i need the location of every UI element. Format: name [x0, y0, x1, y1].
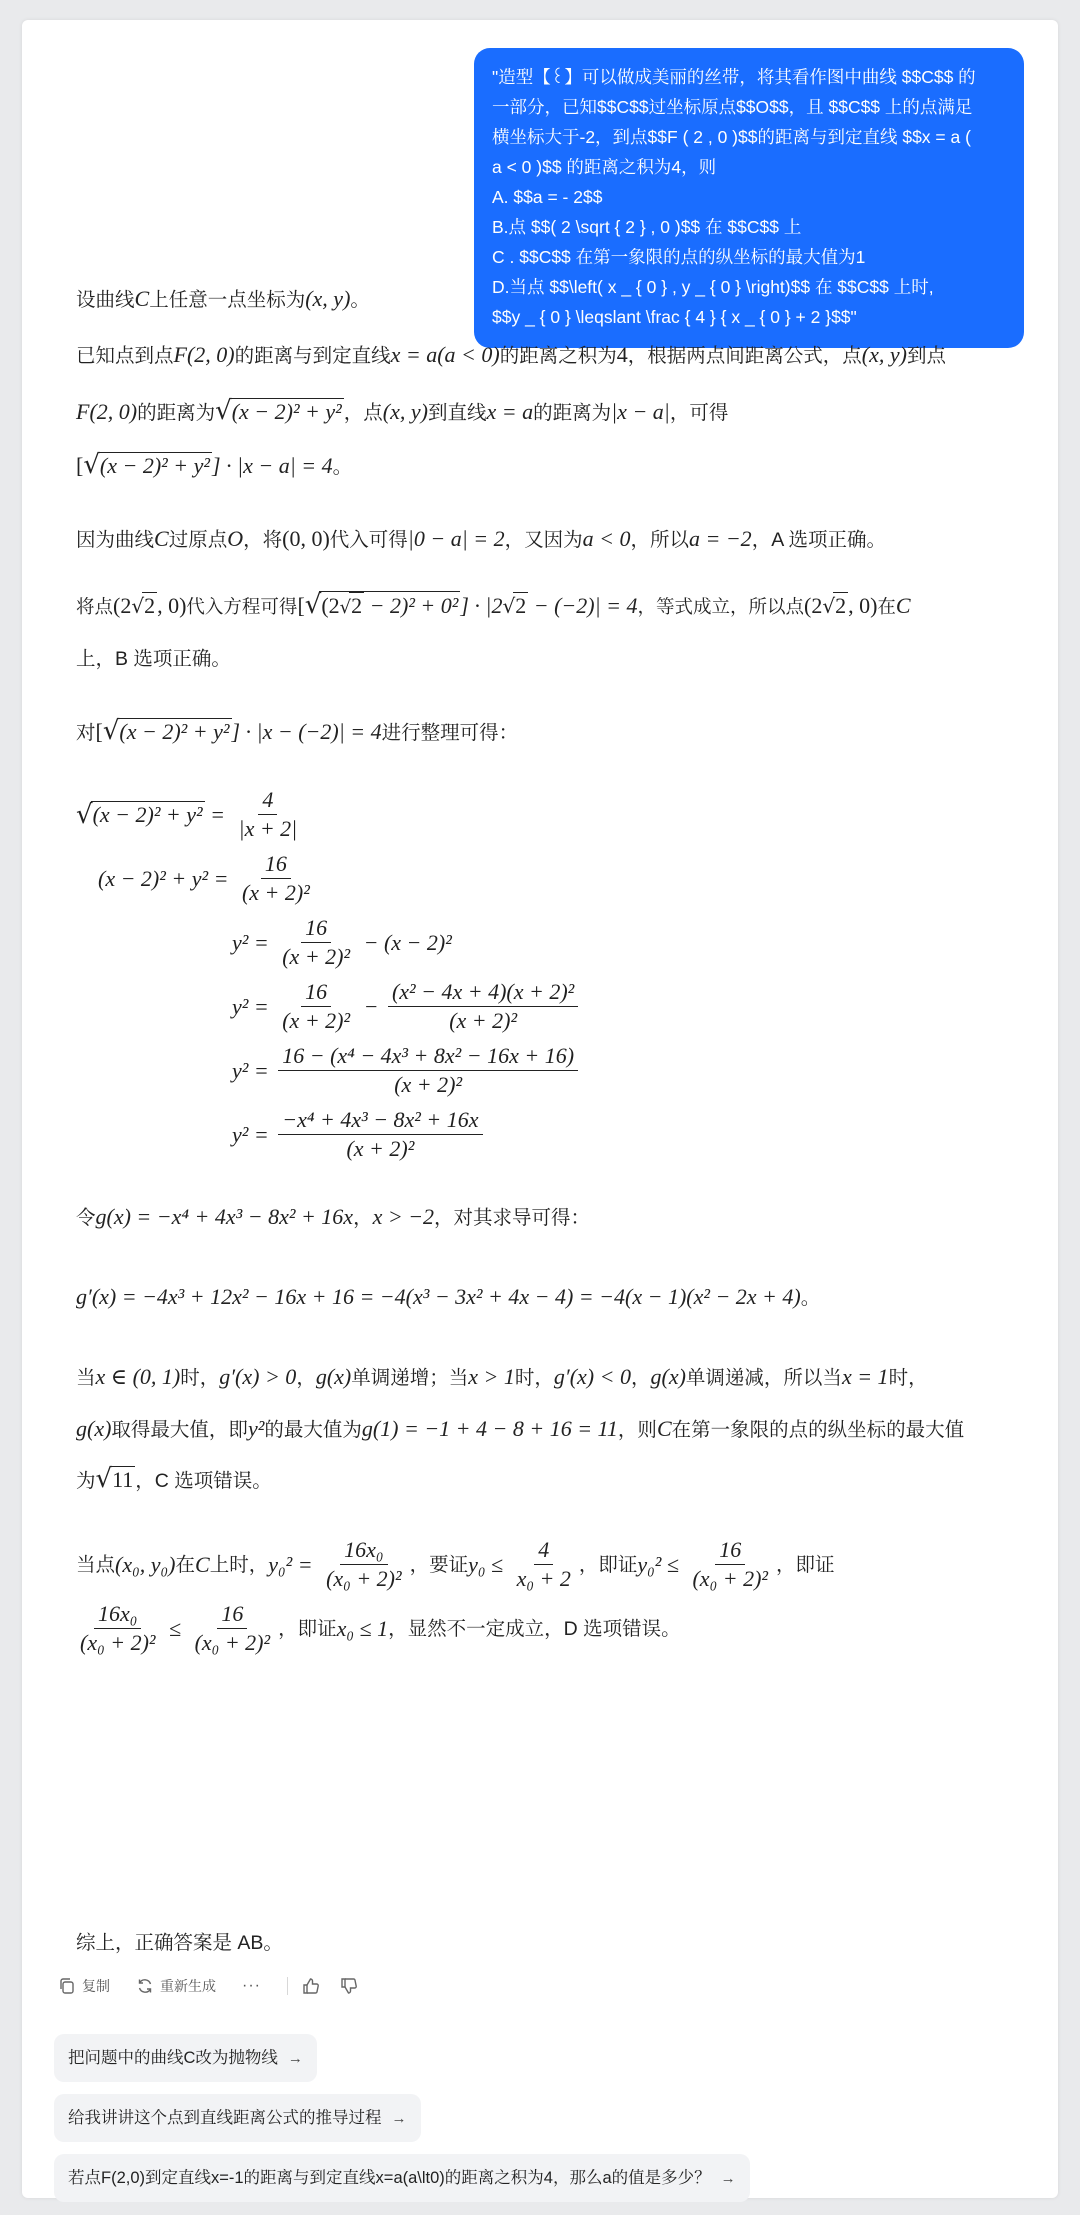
- numerator: 16x₀: [340, 1536, 387, 1565]
- math: [: [297, 593, 305, 618]
- text: 将点: [76, 596, 114, 617]
- denominator: (x + 2)²: [241, 880, 310, 905]
- numerator: 16: [217, 1600, 247, 1629]
- answer-paragraph: [76, 714, 1036, 750]
- math: y²: [232, 1121, 249, 1147]
- math: =: [248, 929, 275, 955]
- math: =: [208, 865, 234, 891]
- text: ，: [296, 1367, 316, 1389]
- text: 代入可得: [329, 529, 408, 551]
- math: x ∈ (0, 1): [95, 1364, 181, 1389]
- sqrt-sign: √: [502, 594, 516, 618]
- text: ，则: [617, 1419, 657, 1441]
- text: 为: [76, 1470, 96, 1492]
- math: F(2, 0): [76, 399, 138, 424]
- math: 4: [616, 342, 628, 367]
- text: 对: [76, 722, 96, 744]
- math: =: [248, 993, 275, 1019]
- refresh-icon: [136, 1977, 154, 1995]
- math: 2: [144, 593, 156, 618]
- divider: [287, 1977, 288, 1995]
- math: F(2, 0): [173, 342, 235, 367]
- answer-paragraph: [76, 338, 1036, 373]
- math: g(x): [76, 1416, 112, 1441]
- math: =: [204, 801, 231, 827]
- math: 2: [351, 593, 363, 618]
- equation-row: [232, 978, 582, 1035]
- copy-button[interactable]: [58, 1976, 110, 1996]
- math: C: [895, 593, 911, 618]
- fraction: [278, 1042, 578, 1099]
- numerator: 4: [258, 786, 277, 815]
- math: y₀² =: [268, 1551, 319, 1577]
- math: (x, y): [305, 286, 351, 311]
- text: ，对其求导可得：: [434, 1207, 591, 1229]
- math: =: [248, 1121, 275, 1147]
- math: ≤: [163, 1615, 187, 1641]
- sqrt-sign: √: [102, 716, 120, 746]
- answer-paragraph: [76, 1200, 1036, 1235]
- text: ，点: [343, 402, 383, 424]
- answer-paragraph: [76, 448, 1036, 484]
- suggestion-chip[interactable]: [54, 2154, 750, 2202]
- fraction: [278, 914, 354, 971]
- answer-paragraph: [76, 522, 1036, 557]
- text: ，根据两点间距离公式，点: [627, 345, 862, 367]
- math: (x − 2)² + y²: [99, 453, 210, 478]
- denominator: x₀ + 2: [516, 1566, 571, 1591]
- math: |0 − a| = 2: [407, 526, 505, 551]
- math: g(x): [650, 1364, 686, 1389]
- math: (x, y): [382, 399, 428, 424]
- fraction: [238, 850, 314, 907]
- text: 上任意一点坐标为: [149, 289, 306, 311]
- math: x = a: [486, 399, 534, 424]
- sqrt-sign: √: [215, 396, 232, 426]
- text: 过原点: [168, 529, 228, 551]
- text: ，即证: [578, 1553, 638, 1576]
- math: y²: [232, 1057, 249, 1083]
- math: x > 1: [468, 1364, 515, 1389]
- sqrt-sign: √: [76, 799, 93, 830]
- text: 进行整理可得：: [381, 722, 519, 744]
- user-message-line: 横坐标大于-2，到点$$F ( 2 , 0 )$$的距离与到定直线 $$x = a (: [492, 127, 971, 147]
- denominator: (x + 2)²: [282, 1008, 351, 1033]
- arrow-right-icon: →: [287, 2050, 303, 2067]
- answer-paragraph: [76, 588, 1036, 624]
- numerator: −x⁴ + 4x³ − 8x² + 16x: [278, 1106, 482, 1135]
- suggestion-label: 给我讲讲这个点到直线距离公式的推导过程: [68, 2109, 382, 2127]
- math: y₀ ≤: [468, 1551, 509, 1577]
- math: (x − 2)² + y²: [119, 719, 230, 744]
- math: 2: [515, 593, 527, 618]
- answer-paragraph: [76, 282, 1036, 317]
- user-message-line: 一部分，已知$$C$$过坐标原点$$O$$，且 $$C$$ 上的点满足: [492, 97, 973, 117]
- denominator: (x₀ + 2)²: [326, 1566, 402, 1591]
- regenerate-label: 重新生成: [160, 1978, 216, 1994]
- math: (x − 2)² + y²: [231, 399, 342, 424]
- text: 在: [175, 1553, 196, 1576]
- copy-icon: [58, 1977, 76, 1995]
- text: ，显然不一定成立，D 选项错误。: [388, 1617, 681, 1640]
- text: 。: [332, 456, 353, 478]
- text: 的距离之积为: [499, 345, 617, 367]
- regenerate-button[interactable]: [136, 1976, 216, 1996]
- text: 设曲线: [76, 289, 135, 311]
- denominator: (x₀ + 2)²: [692, 1566, 768, 1591]
- fraction: [513, 1536, 575, 1593]
- numerator: 4: [534, 1536, 553, 1565]
- more-button[interactable]: [242, 1977, 261, 1995]
- fraction: [278, 978, 354, 1035]
- text: 当点: [76, 1553, 116, 1576]
- math: − (−2)| = 4: [528, 593, 638, 618]
- text: 在第一象限的点的纵坐标的最大值: [671, 1419, 965, 1441]
- answer-paragraph: [76, 1280, 1036, 1315]
- math: x > −2: [372, 1204, 435, 1229]
- chat-panel: [22, 20, 1058, 2198]
- math: g′(x) = −4x³ + 12x² − 16x + 16 = −4(x³ − 3x² + 4x − 4) = −4(x − 1)(x² − 2x + 4): [76, 1284, 801, 1309]
- math: (x − 2)² + y²: [92, 802, 203, 827]
- text: 时，: [180, 1367, 220, 1389]
- math: |x − a|: [611, 399, 670, 424]
- math: =: [248, 1057, 275, 1083]
- sqrt-sign: √: [339, 597, 352, 618]
- fraction: [235, 786, 302, 843]
- answer-paragraph: [76, 1536, 1036, 1593]
- arrow-right-icon: →: [391, 2110, 407, 2127]
- numerator: 16: [715, 1536, 745, 1565]
- text: 到直线: [427, 402, 487, 424]
- denominator: (x + 2)²: [282, 944, 351, 969]
- user-message-line: D.当点 $$\left( x _ { 0 } , y _ { 0 } \right)$$ 在 $$C$$ 上时,: [492, 277, 934, 297]
- sqrt-sign: √: [83, 450, 100, 480]
- text: 单调递减，所以当: [685, 1367, 842, 1389]
- text: 。: [800, 1287, 821, 1309]
- user-message-line: a < 0 )$$ 的距离之积为4，则: [492, 157, 717, 177]
- numerator: (x² − 4x + 4)(x + 2)²: [388, 978, 578, 1007]
- thumbs-down-icon: [340, 1977, 358, 1995]
- sqrt-sign: √: [822, 594, 836, 618]
- math: (x₀, y₀): [115, 1551, 176, 1577]
- denominator: |x + 2|: [238, 816, 298, 841]
- text: 代入方程可得: [186, 596, 298, 617]
- math: a = −2: [688, 526, 752, 551]
- text: ，所以: [630, 529, 689, 551]
- math: a < 0: [582, 526, 631, 551]
- more-icon: ···: [242, 1977, 261, 1994]
- text: 到点: [906, 345, 946, 367]
- math: y²: [247, 1416, 265, 1441]
- answer-paragraph: [76, 1462, 1036, 1498]
- math: C: [134, 286, 150, 311]
- math: y₀² ≤: [637, 1551, 685, 1577]
- thumbs-down-button[interactable]: [340, 1977, 358, 1995]
- math: g′(x) > 0: [219, 1364, 297, 1389]
- answer-paragraph: [76, 394, 1036, 430]
- text: ，: [353, 1207, 373, 1229]
- math: , 0): [157, 593, 187, 618]
- text: 综上，正确答案是 AB。: [76, 1932, 283, 1954]
- equation-row: [76, 786, 305, 843]
- answer-actions: [58, 1976, 384, 1996]
- answer-paragraph: [76, 642, 1036, 676]
- text: 的距离为: [137, 402, 216, 424]
- numerator: 16: [261, 850, 291, 879]
- math: C: [195, 1551, 210, 1577]
- sqrt-sign: √: [304, 590, 322, 620]
- fraction: [322, 1536, 406, 1593]
- text: 当: [76, 1367, 96, 1389]
- user-message-line: A. $$a = - 2$$: [492, 187, 603, 207]
- fraction: [76, 1600, 160, 1657]
- numerator: 16: [301, 914, 331, 943]
- answer-paragraph: [76, 1600, 1036, 1657]
- thumbs-up-button[interactable]: [302, 1977, 320, 1995]
- math: (0, 0): [282, 526, 330, 551]
- text: 时，: [888, 1367, 928, 1389]
- math: − 2)² + 0²: [364, 593, 459, 618]
- user-message-line: "造型【꒰】可以做成美丽的丝带，将其看作图中曲线 $$C$$ 的: [492, 67, 976, 87]
- copy-label: 复制: [82, 1978, 110, 1994]
- text: 在: [877, 596, 896, 617]
- text: ，又因为: [504, 529, 583, 551]
- user-message-line: B.点 $$( 2 \sqrt { 2 } , 0 )$$ 在 $$C$$ 上: [492, 217, 802, 237]
- math: C: [154, 526, 169, 551]
- math: y²: [232, 929, 249, 955]
- math: y²: [232, 993, 249, 1019]
- arrow-right-icon: →: [720, 2170, 736, 2187]
- text: ，要证: [409, 1553, 469, 1576]
- answer-paragraph: [76, 1926, 1036, 1960]
- math: , 0): [848, 593, 878, 618]
- answer-paragraph: [76, 1412, 1036, 1447]
- fraction: [191, 1600, 275, 1657]
- text: ，等式成立，所以点: [637, 596, 804, 617]
- math: g′(x) < 0: [553, 1364, 631, 1389]
- math: [: [95, 719, 103, 744]
- suggestion-chip[interactable]: [54, 2094, 421, 2142]
- numerator: 16: [301, 978, 331, 1007]
- math: [: [76, 453, 84, 478]
- math: (2: [113, 593, 132, 618]
- equation-row: [98, 850, 318, 907]
- math: x₀ ≤ 1: [336, 1615, 389, 1641]
- fraction: [388, 978, 578, 1035]
- math: −: [358, 993, 384, 1019]
- math: x = 1: [841, 1364, 889, 1389]
- math: 11: [112, 1467, 134, 1492]
- equation-row: [232, 914, 452, 971]
- text: ，A 选项正确。: [751, 529, 887, 551]
- math: (x − 2)² + y²: [98, 865, 209, 891]
- equation-row: [232, 1042, 582, 1099]
- math: (2: [321, 593, 340, 618]
- math: ] · |x − (−2)| = 4: [231, 719, 382, 744]
- text: ，: [630, 1367, 651, 1389]
- math: (2: [804, 593, 823, 618]
- denominator: (x + 2)²: [394, 1072, 463, 1097]
- text: 上时，: [209, 1553, 269, 1576]
- suggestion-chip[interactable]: [54, 2034, 317, 2082]
- text: 因为曲线: [76, 529, 155, 551]
- text: ，即证: [278, 1617, 337, 1640]
- math: g(x): [315, 1364, 352, 1389]
- fraction: [278, 1106, 482, 1163]
- text: 的距离为: [533, 402, 612, 424]
- math: O: [227, 526, 244, 551]
- math: 2: [835, 593, 847, 618]
- text: 上，B 选项正确。: [76, 648, 231, 670]
- math: C: [656, 1416, 672, 1441]
- numerator: 16x₀: [94, 1600, 141, 1629]
- text: 时，: [514, 1367, 554, 1389]
- suggestion-label: 把问题中的曲线C改为抛物线: [68, 2049, 278, 2067]
- text: ，C 选项错误。: [135, 1470, 272, 1492]
- text: ，可得: [669, 402, 729, 424]
- thumbs-up-icon: [302, 1977, 320, 1995]
- text: 令: [76, 1207, 96, 1229]
- sqrt-sign: √: [131, 594, 145, 618]
- text: 单调递增；当: [351, 1367, 469, 1389]
- math: g(x) = −x⁴ + 4x³ − 8x² + 16x: [95, 1204, 354, 1229]
- math: − (x − 2)²: [358, 929, 452, 955]
- denominator: (x₀ + 2)²: [80, 1630, 156, 1655]
- text: 取得最大值，即: [111, 1419, 248, 1441]
- math: ] · |x − a| = 4: [211, 453, 333, 478]
- equation-row: [232, 1106, 487, 1163]
- denominator: (x + 2)²: [346, 1136, 415, 1161]
- answer-paragraph: [76, 1360, 1036, 1395]
- sqrt-sign: √: [95, 1464, 113, 1494]
- fraction: [688, 1536, 772, 1593]
- numerator: 16 − (x⁴ − 4x³ + 8x² − 16x + 16): [278, 1042, 578, 1071]
- user-message-line: $$y _ { 0 } \leqslant \frac { 4 } { x _ { 0 } + 2 }$$": [492, 307, 857, 327]
- user-message-line: C . $$C$$ 在第一象限的点的纵坐标的最大值为1: [492, 247, 866, 267]
- text: ，即证: [776, 1553, 835, 1576]
- math: g(1) = −1 + 4 − 8 + 16 = 11: [361, 1416, 618, 1441]
- math: (x, y): [861, 342, 907, 367]
- math: ] · |2: [460, 593, 503, 618]
- suggestion-label: 若点F(2,0)到定直线x=-1的距离与到定直线x=a(a\lt0)的距离之积为4，那么a的值是多少？: [68, 2169, 711, 2187]
- denominator: (x₀ + 2)²: [194, 1630, 271, 1655]
- text: 。: [350, 289, 370, 311]
- denominator: (x + 2)²: [449, 1008, 518, 1033]
- text: 的最大值为: [264, 1419, 362, 1441]
- text: ，将: [243, 529, 283, 551]
- text: 已知点到点: [76, 345, 174, 367]
- text: 的距离与到定直线: [234, 345, 391, 367]
- math: x = a(a < 0): [390, 342, 500, 367]
